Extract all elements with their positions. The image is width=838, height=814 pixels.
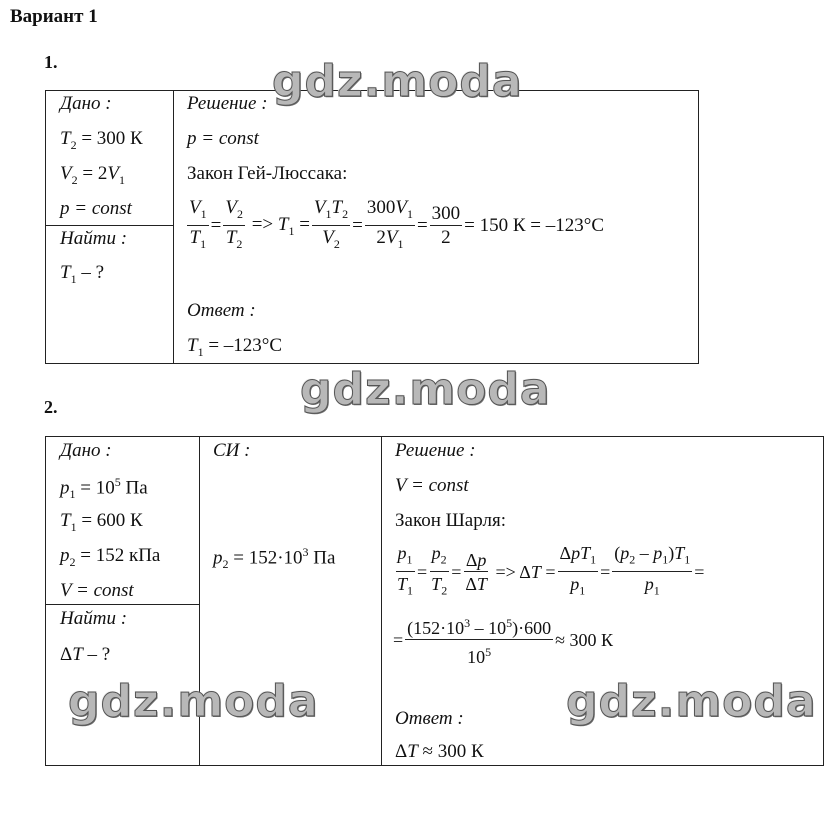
task2-otvet-label: Ответ :	[395, 708, 464, 729]
task2-find: ΔT – ?	[60, 644, 111, 665]
task1-reshenie-label: Решение :	[187, 93, 268, 114]
task2-given-p2: $p_2 = 152$ кПа	[60, 545, 161, 569]
watermark-logo: gdz.moda	[300, 364, 551, 415]
task2-answer: ΔT ≈ 300 К	[395, 741, 484, 762]
task2-given-T1: $T_1 = 600$ К	[60, 510, 143, 534]
task1-eq-tail: = 150 К = –123°С	[464, 215, 605, 237]
task1-dano-label: Дано :	[60, 93, 112, 114]
task1-najti-label: Найти :	[60, 228, 128, 249]
task1-number: 1.	[44, 52, 58, 72]
task1-equation: $\frac{V_1}{T_1}$ = $\frac{V_2}{T_2}$ => $T_1$ = $\frac{V_1T_2}{V_2}$ = $\frac{300V_1}{2V_1}$ = $\frac{300}{2}$ = 150 К = –123°С	[189, 197, 605, 251]
task1-answer: $T_1 = -123^\circ С$	[187, 335, 283, 359]
task2-equation-line2: = $\frac{(152\cdot 10^3 - 10^5)\cdot 600}{10^5}$ ≈ 300 К	[393, 612, 613, 669]
task2-dano-label: Дано :	[60, 440, 112, 461]
task2-equation-line1: $\frac{p_1}{T_1}$ = $\frac{p_2}{T_2}$ = $\frac{\Delta p}{\Delta T}$ => ΔT = $\frac{\Delta pT_1}{p_1}$ = $\frac{(p_2 - p_1)T_1}{p_1}$ =	[397, 543, 705, 598]
task2-given-p1: $p_1 = 10^5$ Па	[60, 475, 148, 502]
task2-si-label: СИ :	[213, 440, 251, 461]
task1-given-V2: $V_2 = 2V_1$	[60, 163, 125, 187]
task2-eq-tail: ≈ 300 К	[555, 630, 614, 650]
task2-number: 2.	[44, 397, 58, 417]
task2-najti-label: Найти :	[60, 608, 128, 629]
task2-si-value: $p_2 = 152\cdot 10^3$ Па	[213, 545, 336, 572]
task1-law: Закон Гей-Люссака:	[187, 163, 348, 184]
task2-reshenie-label: Решение :	[395, 440, 476, 461]
task1-otvet-label: Ответ :	[187, 300, 256, 321]
task1-sol-line1: p = const	[187, 128, 259, 149]
task1-given-T2: $T_2 = 300$ К	[60, 128, 143, 152]
task1-given-p: p = const	[60, 198, 132, 219]
watermark-logo: gdz.moda	[272, 56, 523, 107]
watermark-logo: gdz.moda	[566, 676, 817, 727]
task1-find: $T_1$ – ?	[60, 262, 105, 286]
task2-law: Закон Шарля:	[395, 510, 506, 531]
variant-title: Вариант 1	[10, 6, 98, 27]
task2-sol-line1: V = const	[395, 475, 469, 496]
task2-given-V: V = const	[60, 580, 134, 601]
watermark-logo: gdz.moda	[68, 676, 319, 727]
